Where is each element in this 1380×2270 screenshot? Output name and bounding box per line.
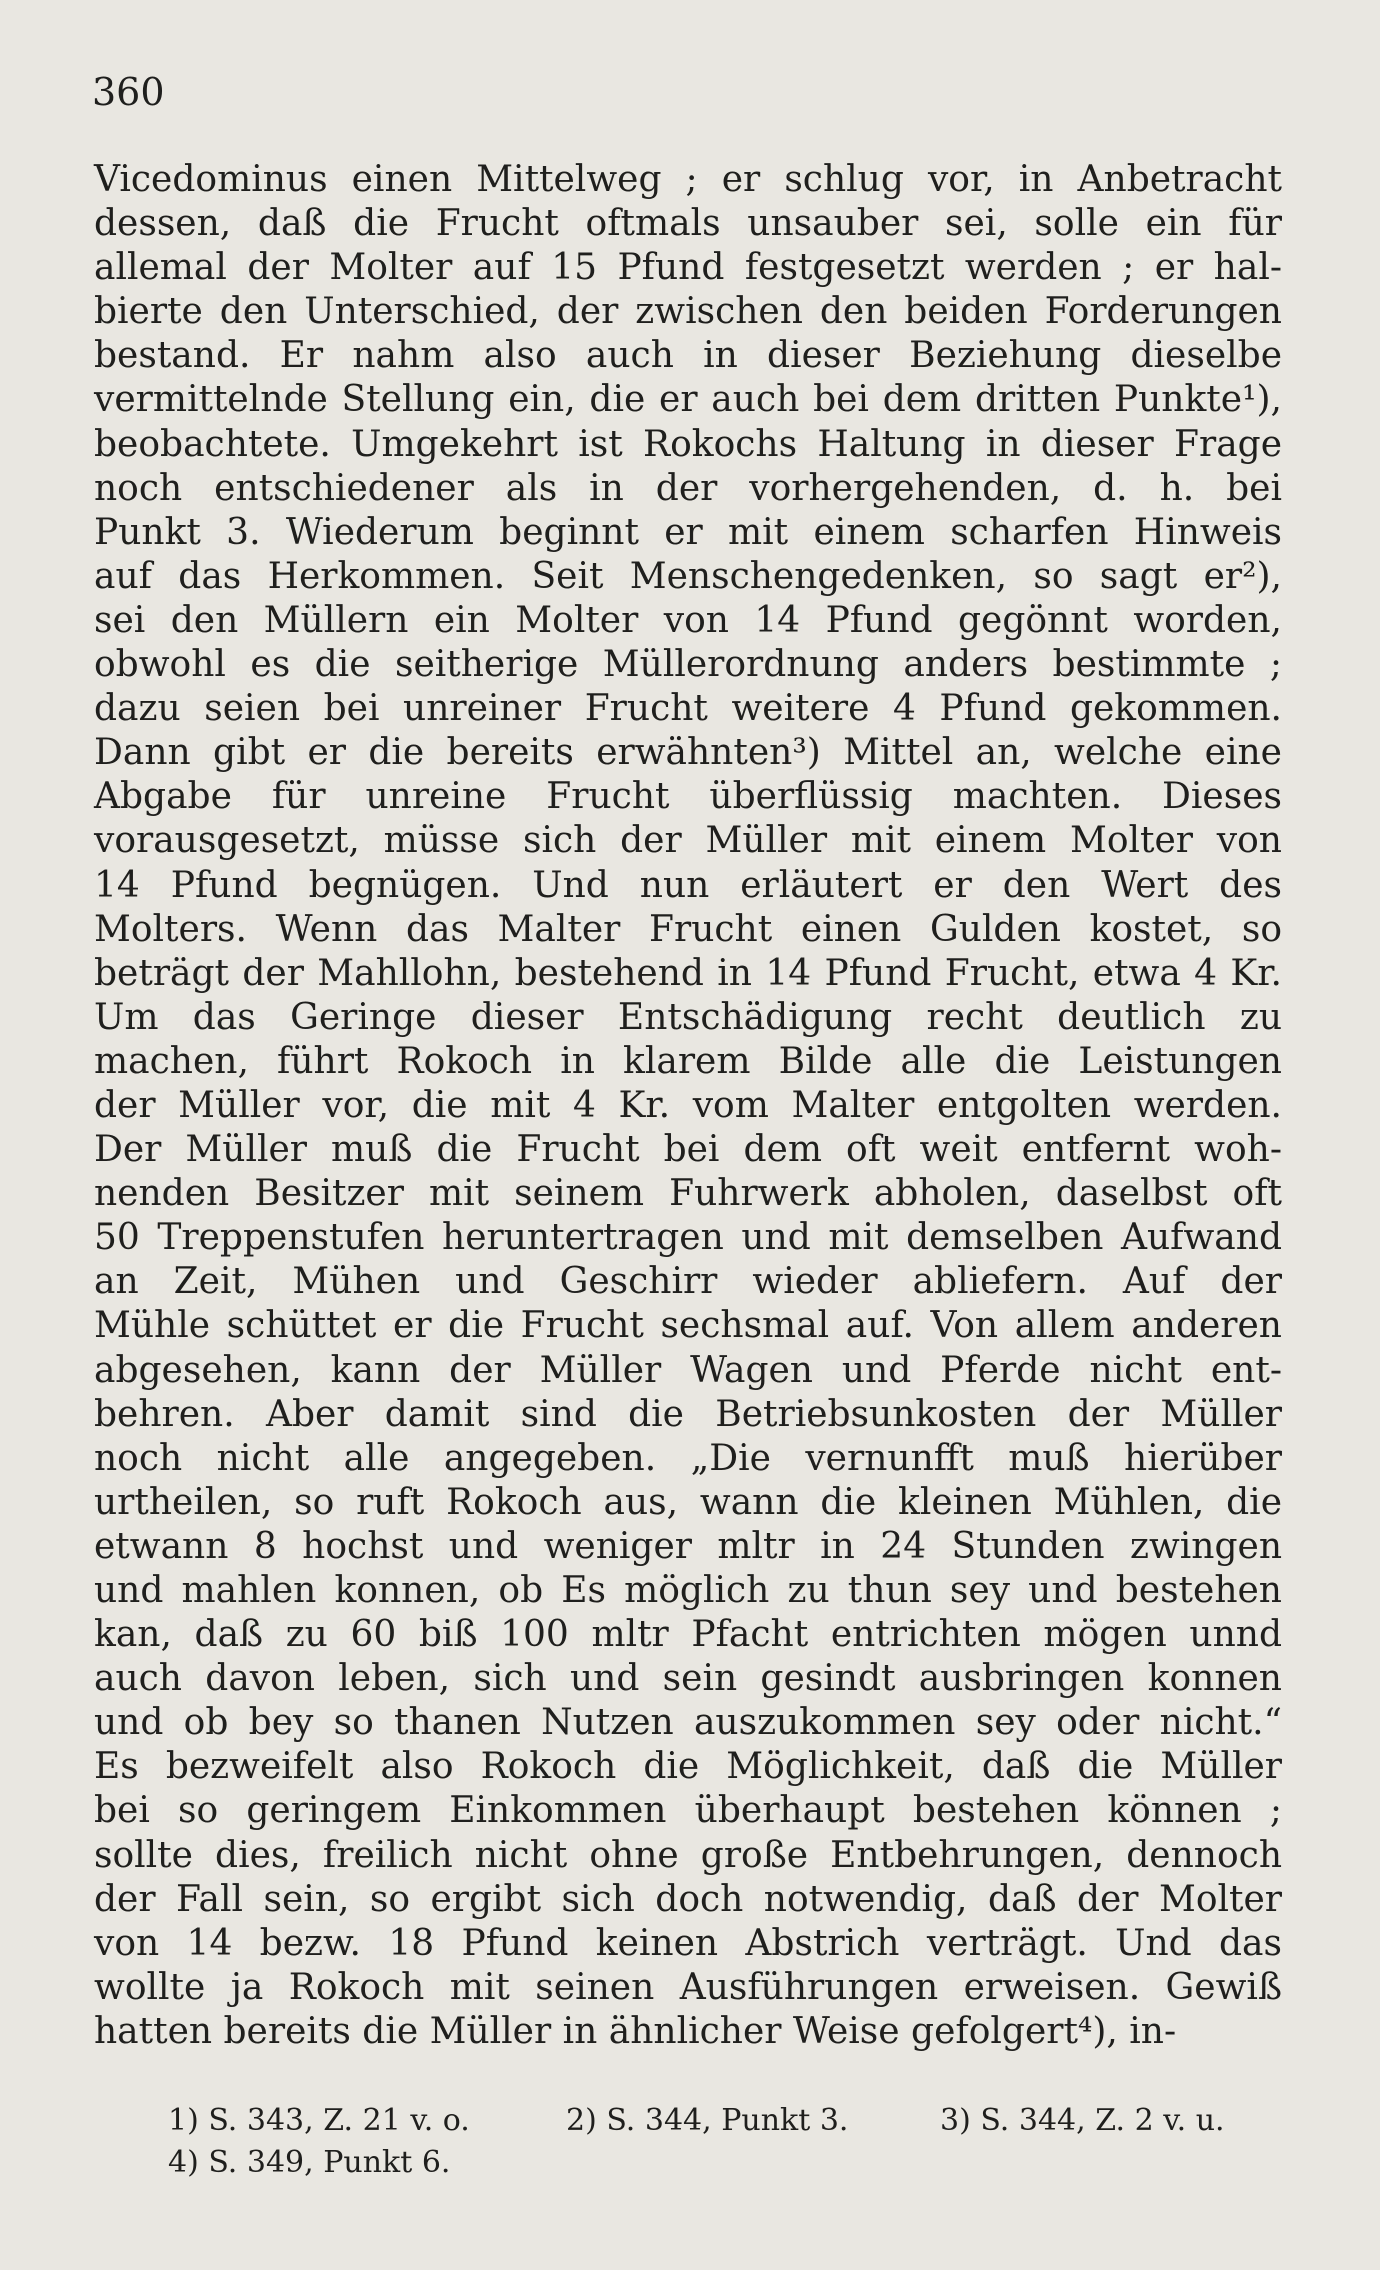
text-line: der Fall sein, so ergibt sich doch notwendig, daß der Molter — [94, 1878, 1282, 1920]
page-number: 360 — [92, 70, 165, 114]
footnote-row — [168, 2100, 1298, 2142]
text-line: vorausgesetzt, müsse sich der Müller mit einem Molter von — [94, 820, 1282, 862]
text-line: und ob bey so thanen Nutzen auszukommen sey oder nicht.“ — [94, 1702, 1282, 1744]
text-line: urtheilen, so ruft Rokoch aus, wann die kleinen Mühlen, die — [94, 1481, 1282, 1523]
text-line: wollte ja Rokoch mit seinen Ausführungen erweisen. Gewiß — [94, 1966, 1282, 2008]
text-line: Punkt 3. Wiederum beginnt er mit einem scharfen Hinweis — [94, 511, 1282, 553]
text-line: abgesehen, kann der Müller Wagen und Pferde nicht ent- — [94, 1349, 1282, 1391]
text-line: machen, führt Rokoch in klarem Bilde alle die Leistungen — [94, 1040, 1282, 1082]
text-line: 14 Pfund begnügen. Und nun erläutert er den Wert des — [94, 864, 1282, 906]
text-line: und mahlen konnen, ob Es möglich zu thun sey und bestehen — [94, 1570, 1282, 1611]
text-line: Es bezweifelt also Rokoch die Möglichkeit, daß die Müller — [94, 1746, 1282, 1788]
text-line: vermittelnde Stellung ein, die er auch bei dem dritten Punkte¹), — [94, 379, 1282, 421]
footnote: 4) S. 349, Punkt 6. — [168, 2145, 451, 2180]
text-line: Molters. Wenn das Malter Frucht einen Gulden kostet, so — [94, 908, 1282, 950]
footnotes — [168, 2100, 1298, 2184]
text-line: kan, daß zu 60 biß 100 mltr Pfacht entrichten mögen unnd — [94, 1614, 1282, 1656]
text-line: Mühle schüttet er die Frucht sechsmal auf. Von allem anderen — [94, 1305, 1282, 1347]
text-line: dazu seien bei unreiner Frucht weitere 4 Pfund gekommen. — [94, 688, 1282, 730]
text-line: Der Müller muß die Frucht bei dem oft weit entfernt woh- — [94, 1129, 1282, 1171]
text-line: Vicedominus einen Mittelweg ; er schlug vor, in Anbetracht — [94, 159, 1282, 200]
footnote: 3) S. 344, Z. 2 v. u. — [940, 2103, 1225, 2138]
footnote: 1) S. 343, Z. 21 v. o. — [168, 2103, 470, 2138]
text-line: Abgabe für unreine Frucht überflüssig machten. Dieses — [94, 776, 1282, 818]
text-line: Um das Geringe dieser Entschädigung recht deutlich zu — [94, 996, 1282, 1038]
text-line: auf das Herkommen. Seit Menschengedenken, so sagt er²), — [94, 555, 1282, 597]
text-line: 50 Treppenstufen heruntertragen und mit demselben Aufwand — [94, 1217, 1282, 1259]
text-line: bestand. Er nahm also auch in dieser Beziehung dieselbe — [94, 335, 1282, 377]
text-line: noch nicht alle angegeben. „Die vernunfft muß hierüber — [94, 1437, 1282, 1479]
text-line: von 14 bezw. 18 Pfund keinen Abstrich verträgt. Und das — [94, 1922, 1282, 1964]
text-line: beobachtete. Umgekehrt ist Rokochs Haltung in dieser Frage — [94, 423, 1282, 465]
text-line: etwann 8 hochst und weniger mltr in 24 Stunden zwingen — [94, 1525, 1282, 1567]
text-line: Dann gibt er die bereits erwähnten³) Mittel an, welche eine — [94, 732, 1282, 774]
text-line: sei den Müllern ein Molter von 14 Pfund gegönnt worden, — [94, 599, 1282, 641]
text-line: bei so geringem Einkommen überhaupt bestehen können ; — [94, 1790, 1282, 1832]
text-line: obwohl es die seitherige Müllerordnung anders bestimmte ; — [94, 644, 1282, 686]
text-line: auch davon leben, sich und sein gesindt ausbringen konnen — [94, 1658, 1282, 1700]
text-line: dessen, daß die Frucht oftmals unsauber sei, solle ein für — [94, 203, 1282, 245]
text-line: beträgt der Mahllohn, bestehend in 14 Pfund Frucht, etwa 4 Kr. — [94, 952, 1282, 994]
text-line: der Müller vor, die mit 4 Kr. vom Malter entgolten werden. — [94, 1084, 1282, 1126]
text-line: allemal der Molter auf 15 Pfund festgesetzt werden ; er hal- — [94, 247, 1282, 289]
footnote-row — [168, 2142, 1298, 2184]
text-line: noch entschiedener als in der vorhergehenden, d. h. bei — [94, 467, 1282, 509]
text-line: bierte den Unterschied, der zwischen den beiden Forderungen — [94, 291, 1282, 333]
footnote: 2) S. 344, Punkt 3. — [566, 2103, 849, 2138]
body-text — [94, 158, 1282, 2054]
text-line: sollte dies, freilich nicht ohne große Entbehrungen, dennoch — [94, 1834, 1282, 1876]
text-line: hatten bereits die Müller in ähnlicher Weise gefolgert⁴), in- — [94, 2010, 1177, 2052]
text-line: an Zeit, Mühen und Geschirr wieder abliefern. Auf der — [94, 1261, 1282, 1303]
text-line: nenden Besitzer mit seinem Fuhrwerk abholen, daselbst oft — [94, 1173, 1282, 1215]
text-line: behren. Aber damit sind die Betriebsunkosten der Müller — [94, 1393, 1282, 1435]
